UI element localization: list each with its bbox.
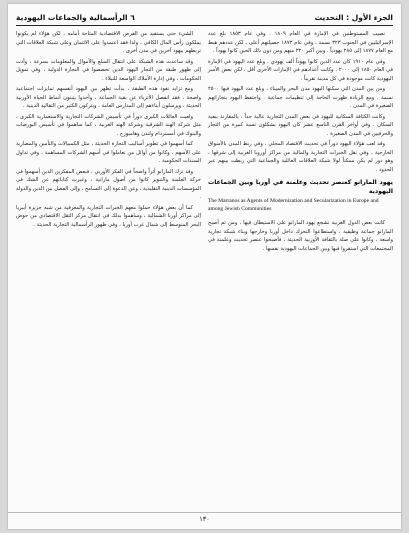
left-column — [16, 30, 201, 231]
section-heading: يهود المارانو كعنصر تحديث وعلمنة في أوربا وبين الجماعات اليهودية — [208, 179, 393, 195]
header-section-title: الجزء الأول : التحديث — [314, 12, 393, 22]
running-header — [16, 10, 393, 24]
header-rule — [16, 25, 393, 26]
page-number: ١٣٠ — [199, 515, 210, 523]
paragraph: ولعبت العائلات الكبرى دوراً في تأسيس الشركات التجارية والاستعمارية الكبرى ، مثل شركة الهند الشرقية وشركة الهند الغربية ، كما ساهموا في تأسيس البورصات والبنوك في أمستردام ولندن وهامبورج . — [16, 113, 201, 137]
paragraph: الشيء حتى يستفيد من الفرص الاقتصادية المتاحة أمامه ، لكن هؤلاء لم يكونوا يملكون رأس المال الكافي ، ولذا فقد اعتمدوا على الائتمان وعلى شبكة العلاقات التي تربطهم بيهود آخرين في مدن أخرى . — [16, 31, 201, 54]
section-heading-english: The Marranos as Agents of Modernization and Secularization in Europe and among Jewish Communities — [208, 198, 379, 212]
paragraph: ومن بين المدن التي سكنها اليهود مدن البحر والميناء ، وبلغ عدد اليهود فيها ٢٥٠٠ نسمة . ومع الزيادة ظهرت الحاجة إلى تنظيمات جماعية . واحتفظ اليهود بتجاراتهم الصغيرة في المدن . — [208, 86, 393, 109]
paragraph: وقد لعب هؤلاء اليهود دوراً في تحديث الاقتصاد المحلي ، وفي ربط المدن بالأسواق الخارجية ، وفي نقل الخبرات التجارية والمالية من مراكز أوروبا الغربية إلى شرقها ، وهو دور لم يكن ممكناً لولا شبكة العلاقات العائلية والجماعية التي ربطت بينهم عبر الحدود . — [208, 141, 393, 173]
footer-rule — [8, 512, 401, 513]
paragraph: وفي عام ١٩١٠ كان عدد الذين كانوا يهوداً ألف يهودي . وبلغ عدد اليهود في الإمارة في العام ١٨٥٠ إلى ٢٠٠٠ . وكانت أعدادهم في الإمارات الأخرى أقل ، لكن بعض الأسر اليهودية كانت موجودة في كل مدينة تقريباً . — [208, 58, 393, 82]
right-column — [208, 30, 393, 255]
paragraph: وقد ساعدت هذه الشبكة على انتقال السلع والأموال والمعلومات بسرعة ، وأدت إلى ظهور طبقة من التجار اليهود الذين تخصصوا في التجارة الدولية ، وفي تمويل الحكومات ، وفي إدارة الأملاك الواسعة للنبلاء . — [16, 58, 201, 82]
paragraph: كما أسهموا في تطوير أساليب التجارة الحديثة ، مثل الكمبيالات والتأمين والمضاربة على الأسهم ، وكانوا من أوائل من تعاملوا في أسهم الشركات المساهمة ، وفي تداول السندات الحكومية . — [16, 141, 201, 164]
paragraph: كانت بعض الدول الغربية تشجع يهود المارانو على الاستيطان فيها ، ومن ثم أصبح المارانو جماعة وظيفية ، واستطاعوا التحرك داخل أوربا وخارجها وبناء شبكة تجارية واسعة ، وكانوا على صلة بالثقافة الأوربية الحديثة ، فأصبحوا عنصر تحديث وعلمنة في المجتمعات التي استقروا فيها وبين الجماعات اليهودية نفسها . — [208, 220, 393, 252]
header-book-title: ٦ الرأسمالية والجماعات اليهودية — [16, 12, 135, 22]
paragraph: وقد ترك المارانو أثراً واضحاً في الفكر الأوربي ، فبعض المفكرين الذين أسهموا في حركة العلمنة والتنوير كانوا من أصول مارانية ، وعبرت كتاباتهم عن الشك في المؤسسات الدينية التقليدية ، وعن الدعوة إلى التسامح ، وإلى الفصل بين الدين والدولة . — [16, 168, 201, 200]
document-page — [8, 4, 401, 529]
paragraph: وكانت الكثافة السكانية لليهود في بعض المدن التجارية عالية جداً ، بالمقارنة ببقية السكان . وفي أواخر القرن التاسع عشر كان اليهود يشكلون نسبة كبيرة من التجار والحرفيين في المدن الصغيرة . — [208, 113, 393, 137]
paragraph: نصيب المستوطنين في الإمارة في العام ١٨٠٩ . وفي عام ١٨٥٣ بلغ عدد الإسرائيليين في الجنوب ٣٢٣ نسمة ، وفي عام ١٨٧٣ حصيلتهم أعلى ، لكن عددهم هبط مع العام ١٨٧٧ إلى ٢٨٥ يهودياً . وبين أكبر ٣٢٠ منهم ومن دون ذلك الحين كانوا يهوداً . — [208, 31, 394, 54]
paragraph: ومع تزايد نفوذ هذه الطبقة ، بدأت تظهر بين اليهود أنفسهم تمايزات اجتماعية واضحة ، فقد انفصل الأثرياء عن بقية الجماعة ، وأخذوا يتبنون أنماط الحياة الأوربية الحديثة ، ويرسلون أبناءهم إلى المدارس العامة ، ويتركون الكثير من التقاليد الدينية . — [16, 86, 201, 109]
paragraph: كما أن بعض هؤلاء حملوا معهم الخبرات التجارية والمعرفية من شبه جزيرة أيبريا إلى مراكز أوربا الشمالية ، وساهموا بذلك في انتقال مركز الثقل الاقتصادي من حوض البحر المتوسط إلى شمال غرب أوربا ، وفي ظهور الرأسمالية التجارية الحديثة . — [16, 204, 201, 228]
